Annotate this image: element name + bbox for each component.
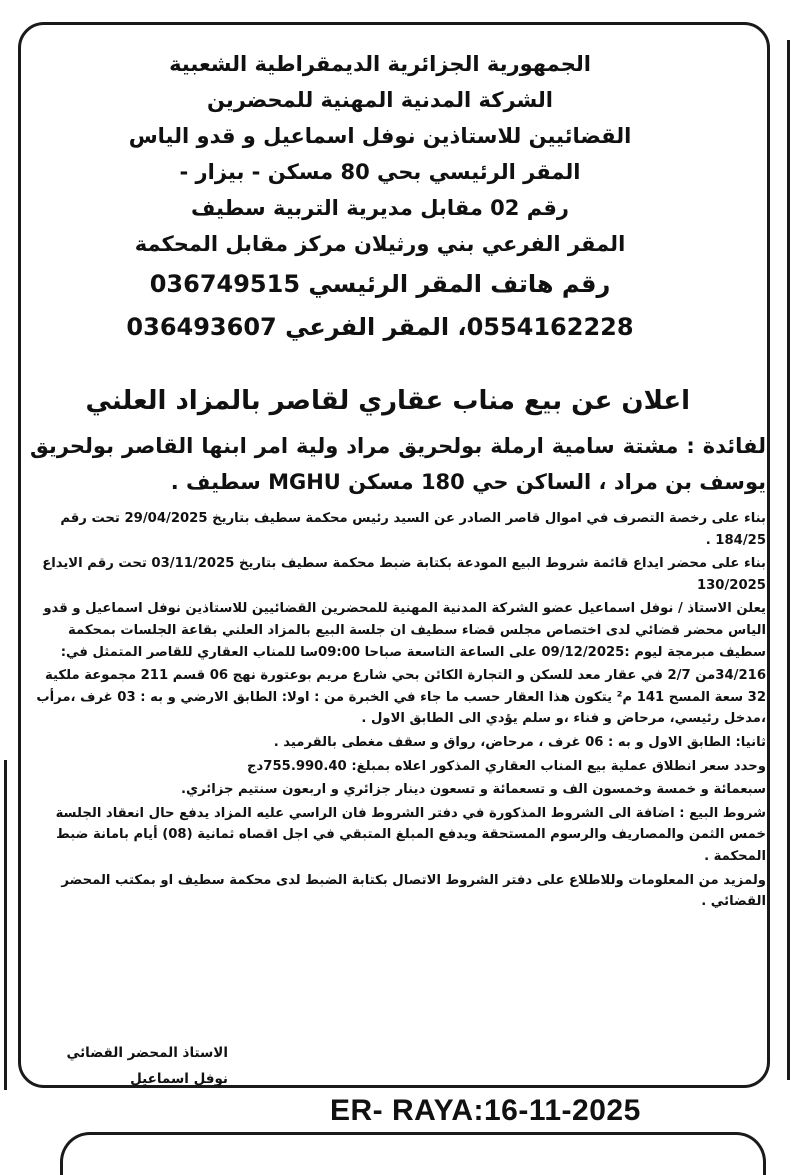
body-paragraph-price-in-words: سبعمائة و خمسة وخمسون الف و تسعمائة و تسعون دينار جزائري و اربعون سنتيم جزائري. (180, 782, 766, 798)
header-line-company: الشركة المدنية المهنية للمحضرين (207, 88, 553, 112)
body-paragraph-property: 34/216من 2/7 في عقار معد للسكن و التجارة الكائن بحي شارع مريم بوعتورة نهج 06 قسم 211 مجموعة ملكية 32 سعة المسح 141 م² يتكون هذا العقار حسب ما جاء في الخبرة من : اولا: الطابق الارضي و به : 03 غرف ،مرأب ،مدخل رئيسي، مرحاض و فناء ،و سلم يؤدي الى الطابق الاول . (36, 668, 766, 727)
header-line-main-office: المقر الرئيسي بحي 80 مسكن - بيزار - (179, 160, 581, 184)
bailiff-office-header (120, 46, 640, 348)
header-line-phone-main: رقم هاتف المقر الرئيسي 036749515 (149, 270, 611, 298)
notice-headline: اعلان عن بيع مناب عقاري لقاصر بالمزاد العلني (85, 386, 690, 416)
body-paragraph-announcement: يعلن الاستاذ / نوفل اسماعيل عضو الشركة المدنية المهنية للمحضرين القضائيين للاستاذين نوفل اسماعيل و قدو الياس محضر قضائي لدى اختصاص مجلس قضاء سطيف ان جلسة البيع بالمزاد العلني بقاعة الجلسات بمحكمة سطيف مبرمجة ليوم :09/12/2025 على الساعة التاسعة صباحا 09:00سا للمناب العقاري للقاصر المتمثل في: (43, 601, 766, 660)
header-line-republic: الجمهورية الجزائرية الديمقراطية الشعبية (169, 52, 591, 76)
header-line-address: رقم 02 مقابل مديرية التربية سطيف (190, 196, 570, 220)
notice-body (30, 508, 766, 913)
body-paragraph-deposit: بناء على محضر ايداع قائمة شروط البيع المودعة بكتابة ضبط محكمة سطيف بتاريخ 03/11/2025 تحت رقم الايداع 130/2025 (42, 556, 766, 593)
body-paragraph-authorization: بناء على رخصة التصرف في اموال قاصر الصادر عن السيد رئيس محكمة سطيف بتاريخ 29/04/2025 تحت رقم 184/25 . (60, 511, 766, 548)
header-line-bailiffs: القضائيين للاستاذين نوفل اسماعيل و قدو الياس (128, 124, 632, 148)
header-line-branch-office: المقر الفرعي بني ورثيلان مركز مقابل المحكمة (134, 232, 626, 256)
beneficiary-paragraph: لفائدة : مشتة سامية ارملة بولحريق مراد ولية امر ابنها القاصر بولحريق يوسف بن مراد ، الساكن حي 180 مسكن MGHU سطيف . (30, 434, 766, 494)
publication-stamp: ER- RAYA:16-11-2025 (330, 1094, 641, 1127)
next-notice-border (60, 1132, 766, 1175)
header-line-phone-branch: 0554162228، المقر الفرعي 036493607 (126, 313, 634, 341)
adjacent-column-border-left (0, 760, 7, 1090)
body-paragraph-sale-conditions: شروط البيع : اضافة الى الشروط المذكورة في دفتر الشروط فان الراسي عليه المزاد يدفع حال انعقاد الجلسة خمس الثمن والمصاريف والرسوم المستحقة ويدفع المبلغ المتبقي في اجل اقصاه ثمانية (08) أيام بامانة ضبط المحكمة . (55, 805, 766, 864)
body-paragraph-more-info: ولمزيد من المعلومات وللاطلاع على دفتر الشروط الاتصال بكتابة الضبط لدى محكمة سطيف او بمكتب المحضر القضائي . (61, 872, 766, 910)
body-paragraph-first-floor: ثانيا: الطابق الاول و به : 06 غرف ، مرحاض، رواق و سقف مغطى بالقرميد . (273, 734, 766, 750)
adjacent-column-border (787, 40, 796, 1080)
body-paragraph-starting-price: وحدد سعر انطلاق عملية بيع المناب العقاري المذكور اعلاه بمبلغ: 755.990.40دج (247, 758, 766, 774)
signature-name: نوفل اسماعيل (130, 1071, 228, 1087)
signature-block (48, 1040, 228, 1092)
signature-title: الاستاذ المحضر القضائي (66, 1045, 228, 1061)
